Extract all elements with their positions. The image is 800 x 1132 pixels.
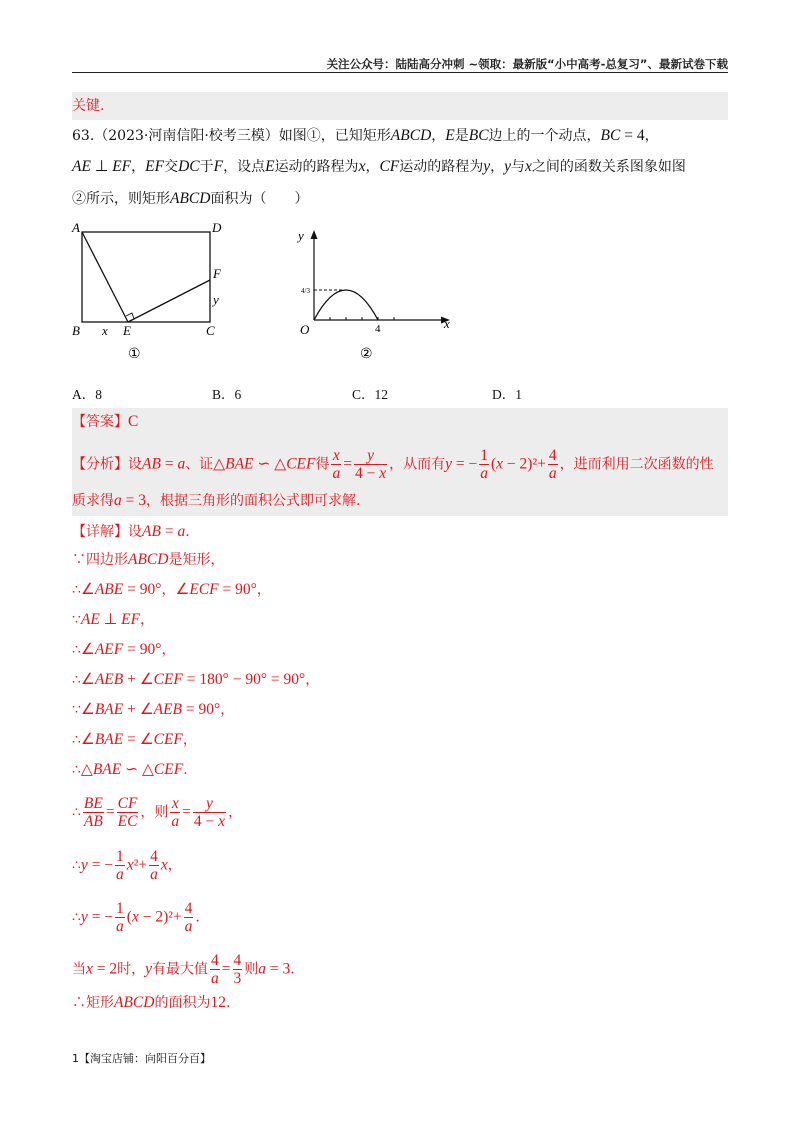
- analysis-line-2: 质求得a = 3，根据三角形的面积公式即可求解.: [72, 492, 361, 509]
- figure2-caption: ②: [360, 347, 373, 362]
- detail-step-8: ∴∠BAE = ∠CEF，: [72, 731, 197, 748]
- option-d: D．1: [492, 387, 522, 402]
- segment-ef: [128, 280, 210, 322]
- page-header: 关注公众号：陆陆高分冲刺 ~领取：最新版“小中高考-总复习”、最新试卷下载: [326, 57, 728, 71]
- label-e: E: [123, 323, 131, 338]
- label-d: D: [212, 220, 222, 235]
- label-a: A: [72, 220, 80, 235]
- detail-step-11: ∴y = − $\frac{1}{a}$ x²+ $\frac{4}{a}$ x，: [72, 848, 182, 883]
- parabola-curve: [314, 290, 378, 320]
- right-angle-mark: [126, 313, 134, 319]
- question-source: （2023·河南信阳·校考三模）: [94, 128, 279, 144]
- figure1-caption: ①: [128, 347, 141, 362]
- page-footer: 1【淘宝店铺：向阳百分百】: [72, 1052, 211, 1065]
- detail-step-9: ∴△BAE ∽ △CEF.: [72, 761, 188, 778]
- answer-value: C: [128, 413, 139, 430]
- question-number: 63.: [72, 128, 95, 144]
- detail-step-5: ∴∠AEF = 90°，: [72, 641, 176, 658]
- axis-label-x: x: [444, 316, 450, 331]
- analysis-label: 【分析】: [72, 456, 128, 473]
- detail-step-2: ∵四边形ABCD是矩形，: [72, 551, 225, 568]
- label-c: C: [206, 323, 215, 338]
- label-f: F: [213, 266, 221, 281]
- question-line-1: 63.（2023·河南信阳·校考三模）如图①，已知矩形ABCD，E是BC边上的一个动点，BC = 4，: [72, 127, 659, 144]
- label-four-thirds: 4/3: [301, 287, 310, 295]
- detail-step-12: ∴y = − $\frac{1}{a}$ (x − 2)²+ $\frac{4}{a}$ .: [72, 900, 200, 935]
- answer-line: [72, 412, 138, 432]
- rect-abcd: [82, 232, 210, 322]
- segment-ae: [82, 232, 128, 322]
- label-b: B: [72, 323, 80, 338]
- detail-step-7: ∵∠BAE + ∠AEB = 90°，: [72, 701, 235, 718]
- analysis-line-1: 【分析】设AB = a、证△BAE ∽ △CEF得 $\frac{x}{a}$ = $\frac{y}{4 - x}$ ，从而有y = − $\frac{1}{a}$ (x − 2)²+ $\frac{4}{a}$ ，进而利用二次函数的性: [72, 447, 714, 482]
- detail-step-1: 【详解】设AB = a.: [72, 523, 190, 540]
- detail-label: 【详解】: [72, 524, 128, 540]
- detail-step-4: ∵AE ⊥ EF，: [72, 611, 155, 628]
- header-rule: [72, 72, 728, 73]
- figure-rectangle: [70, 218, 230, 363]
- answer-label: 【答案】: [72, 414, 128, 430]
- option-b: B．6: [212, 387, 242, 402]
- prev-tail: 关键.: [72, 98, 105, 114]
- label-four: 4: [375, 323, 381, 335]
- option-a: A．8: [72, 387, 102, 402]
- label-x: x: [102, 323, 108, 338]
- axis-label-y: y: [298, 228, 304, 243]
- option-c: C．12: [352, 387, 389, 402]
- figure-graph: [290, 222, 465, 362]
- label-origin: O: [300, 322, 310, 337]
- label-y: y: [213, 292, 219, 307]
- y-axis-arrow: [311, 230, 318, 239]
- detail-step-10: ∴ $\frac{BE}{AB}$ = $\frac{CF}{EC}$ ，则 $\frac{x}{a}$ = $\frac{y}{4 - x}$ ，: [72, 795, 243, 830]
- prev-tail-shade: [72, 92, 728, 120]
- detail-step-6: ∴∠AEB + ∠CEF = 180° − 90° = 90°，: [72, 671, 320, 688]
- detail-step-13: 当x = 2时，y有最大值 $\frac{4}{a}$ = $\frac{4}{3}$ 则a = 3.: [72, 952, 295, 987]
- detail-step-14: ∴矩形ABCD的面积为12.: [72, 994, 231, 1011]
- question-line-3: ②所示，则矩形ABCD面积为（ ）: [72, 190, 309, 207]
- detail-step-3: ∴∠ABE = 90°，∠ECF = 90°，: [72, 581, 271, 598]
- question-line-2: AE ⊥ EF，EF交DC于F，设点E运动的路程为x，CF运动的路程为y，y与x之间的函数关系图象如图: [72, 158, 686, 175]
